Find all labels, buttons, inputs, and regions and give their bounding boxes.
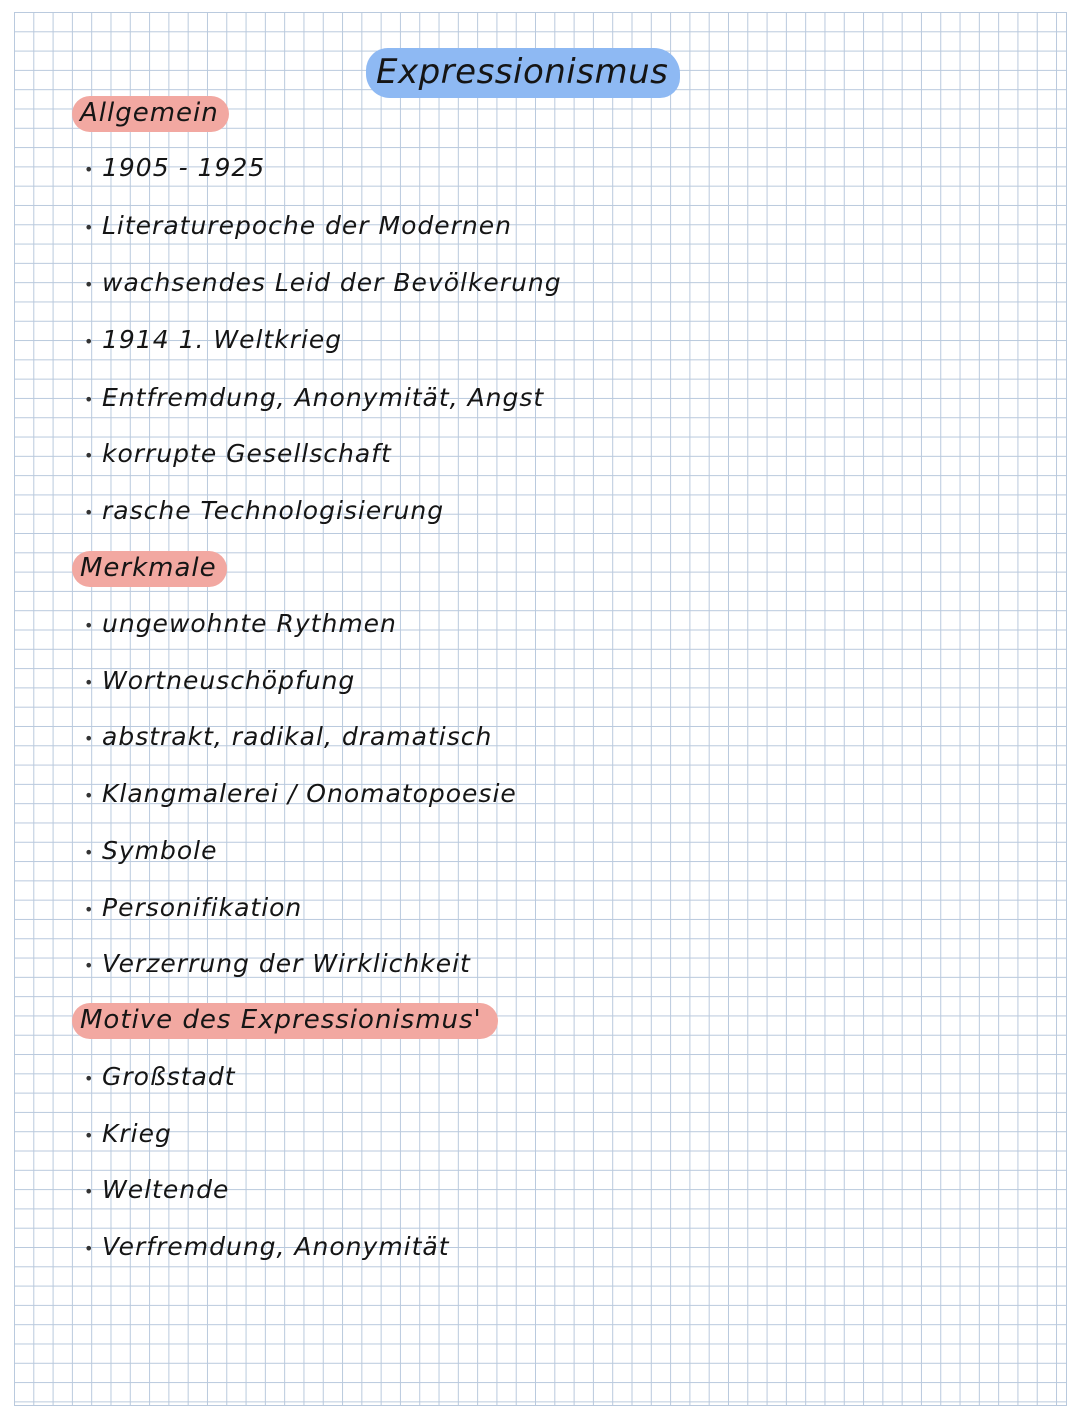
bullet-icon: •: [84, 1181, 95, 1201]
list-item: • Großstadt: [84, 1062, 236, 1091]
bullet-icon: •: [84, 502, 95, 522]
bullet-icon: •: [84, 785, 95, 805]
bullet-icon: •: [84, 955, 95, 975]
bullet-icon: •: [84, 1238, 95, 1258]
list-item: • Symbole: [84, 836, 218, 865]
bullet-icon: •: [84, 899, 95, 919]
list-item: • Klangmalerei / Onomatopoesie: [84, 779, 517, 808]
bullet-icon: •: [84, 842, 95, 862]
bullet-icon: •: [84, 1068, 95, 1088]
bullet-icon: •: [84, 389, 95, 409]
list-item: • 1905 - 1925: [84, 153, 266, 182]
list-item: • Wortneuschöpfung: [84, 666, 356, 695]
bullet-icon: •: [84, 331, 95, 351]
bullet-icon: •: [84, 217, 95, 237]
bullet-icon: •: [84, 159, 95, 179]
list-item: • korrupte Gesellschaft: [84, 439, 392, 468]
section-heading-motive: Motive des Expressionismus': [72, 1003, 498, 1039]
bullet-icon: •: [84, 615, 95, 635]
list-item: • Literaturepoche der Modernen: [84, 211, 512, 240]
bullet-icon: •: [84, 1125, 95, 1145]
list-item: • Weltende: [84, 1175, 230, 1204]
section-heading-allgemein: Allgemein: [72, 96, 229, 132]
list-item: • Personifikation: [84, 893, 303, 922]
list-item: • Verfremdung, Anonymität: [84, 1232, 450, 1261]
bullet-icon: •: [84, 274, 95, 294]
bullet-icon: •: [84, 728, 95, 748]
bullet-icon: •: [84, 672, 95, 692]
list-item: • 1914 1. Weltkrieg: [84, 325, 343, 354]
list-item: • abstrakt, radikal, dramatisch: [84, 722, 493, 751]
list-item: • ungewohnte Rythmen: [84, 609, 397, 638]
page-title: Expressionismus: [366, 48, 680, 98]
list-item: • Krieg: [84, 1119, 172, 1148]
section-heading-merkmale: Merkmale: [72, 551, 227, 587]
list-item: • rasche Technologisierung: [84, 496, 445, 525]
list-item: • Entfremdung, Anonymität, Angst: [84, 383, 545, 412]
list-item: • wachsendes Leid der Bevölkerung: [84, 268, 562, 297]
list-item: • Verzerrung der Wirklichkeit: [84, 949, 471, 978]
bullet-icon: •: [84, 445, 95, 465]
